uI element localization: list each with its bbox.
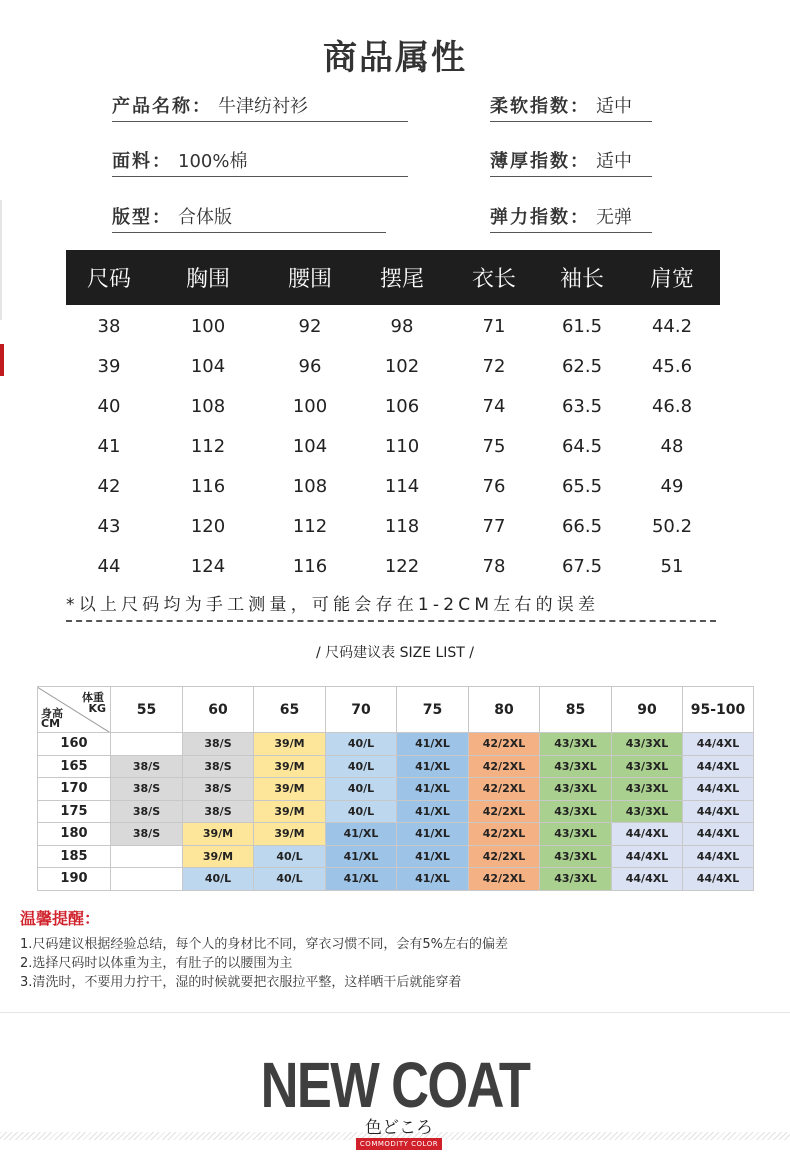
size-suggestion-cell: 42/2XL: [469, 845, 540, 868]
size-suggestion-cell: 41/XL: [326, 868, 397, 891]
height-label: 160: [38, 733, 111, 756]
height-label: 190: [38, 868, 111, 891]
size-suggestion-cell: 41/XL: [397, 845, 469, 868]
height-label: 165: [38, 755, 111, 778]
size-suggestion-cell: 42/2XL: [469, 755, 540, 778]
attr-elasticity-key: 弹力指数：: [490, 207, 590, 228]
size-cell-shoulder: 49: [660, 476, 684, 497]
size-suggestion-cell: 40/L: [326, 755, 397, 778]
corner-weight-label: 体重: [82, 691, 104, 704]
page-title: 商品属性: [323, 38, 467, 78]
size-cell-chest: 100: [190, 316, 226, 337]
size-cell-length: 78: [482, 556, 506, 577]
size-suggestion-cell: 43/3XL: [540, 868, 612, 891]
size-suggestion-cell: 41/XL: [326, 845, 397, 868]
size-cell-chest: 112: [190, 436, 226, 457]
weight-header: 60: [183, 687, 254, 733]
size-cell-sleeve: 64.5: [561, 436, 603, 457]
height-label: 185: [38, 845, 111, 868]
size-suggestion-cell: 39/M: [254, 733, 326, 756]
size-cell-shoulder: 50.2: [651, 516, 693, 537]
size-cell-sleeve: 62.5: [561, 356, 603, 377]
size-cell-waist: 116: [292, 556, 328, 577]
size-list-row: [38, 845, 754, 868]
left-edge-red-accent: [0, 344, 4, 376]
attr-elasticity: [490, 203, 652, 233]
size-suggestion-cell: 43/3XL: [612, 733, 683, 756]
size-header-waist: 腰围: [287, 267, 332, 292]
size-cell-sleeve: 61.5: [561, 316, 603, 337]
attr-softness: [490, 92, 652, 122]
measurement-note: *以上尺码均为手工测量，可能会存在1-2CM左右的误差: [66, 595, 600, 615]
attr-name-key: 产品名称：: [112, 96, 212, 117]
size-suggestion-cell: 44/4XL: [683, 733, 754, 756]
size-suggestion-cell: 43/3XL: [540, 733, 612, 756]
left-edge-accent: [0, 200, 2, 320]
height-label: 175: [38, 800, 111, 823]
size-suggestion-cell: 38/S: [111, 755, 183, 778]
attr-thickness: [490, 147, 652, 177]
weight-header: 80: [469, 687, 540, 733]
weight-header: 55: [111, 687, 183, 733]
brand-jp-tagline: 色どころ: [365, 1118, 433, 1138]
size-suggestion-cell: 41/XL: [397, 800, 469, 823]
size-header-size: 尺码: [86, 267, 131, 292]
size-cell-waist: 92: [298, 316, 322, 337]
size-cell-hem: 118: [384, 516, 420, 537]
size-suggestion-cell: 38/S: [183, 733, 254, 756]
size-header-chest: 胸围: [185, 267, 230, 292]
size-suggestion-cell: 44/4XL: [612, 868, 683, 891]
size-suggestion-cell: 41/XL: [397, 823, 469, 846]
size-cell-sleeve: 65.5: [561, 476, 603, 497]
size-row: [66, 396, 720, 417]
size-cell-hem: 102: [384, 356, 420, 377]
size-suggestion-cell: 38/S: [183, 800, 254, 823]
tips-title: 温馨提醒：: [20, 909, 101, 928]
attr-fabric-value: 100%棉: [178, 151, 248, 172]
size-cell-size: 38: [97, 316, 121, 337]
corner-height-label: 身高: [41, 707, 63, 720]
section-divider: [0, 1012, 790, 1013]
size-suggestion-cell: [111, 733, 183, 756]
attr-softness-key: 柔软指数：: [490, 96, 590, 117]
size-cell-shoulder: 44.2: [651, 316, 693, 337]
size-header-length: 衣长: [471, 267, 516, 292]
size-suggestion-cell: 43/3XL: [540, 778, 612, 801]
size-suggestion-cell: 44/4XL: [612, 845, 683, 868]
size-suggestion-cell: 39/M: [254, 823, 326, 846]
attr-thickness-key: 薄厚指数：: [490, 151, 590, 172]
size-cell-hem: 98: [390, 316, 414, 337]
dashed-divider: [66, 620, 716, 622]
size-recommendation-table: [37, 686, 754, 891]
size-suggestion-cell: 38/S: [111, 823, 183, 846]
size-header-hem: 摆尾: [379, 267, 424, 292]
size-suggestion-cell: 44/4XL: [683, 845, 754, 868]
size-list-header-row: [38, 687, 754, 733]
size-row: [66, 316, 720, 337]
size-suggestion-cell: 40/L: [326, 733, 397, 756]
attr-fit-key: 版型：: [112, 207, 172, 228]
size-suggestion-cell: 41/XL: [397, 733, 469, 756]
size-row: [66, 476, 720, 497]
size-list-row: [38, 755, 754, 778]
size-suggestion-cell: 42/2XL: [469, 778, 540, 801]
attr-thickness-value: 适中: [596, 151, 632, 172]
size-cell-size: 42: [97, 476, 121, 497]
size-suggestion-cell: 44/4XL: [683, 800, 754, 823]
size-cell-chest: 116: [190, 476, 226, 497]
corner-cm-label: CM: [41, 717, 61, 730]
size-suggestion-cell: 41/XL: [397, 755, 469, 778]
size-suggestion-cell: 44/4XL: [612, 823, 683, 846]
size-cell-hem: 122: [384, 556, 420, 577]
size-suggestion-cell: 44/4XL: [683, 755, 754, 778]
size-row: [66, 516, 720, 537]
size-cell-hem: 110: [384, 436, 420, 457]
size-suggestion-cell: 40/L: [183, 868, 254, 891]
attr-name: [112, 92, 408, 122]
size-list-row: [38, 868, 754, 891]
corner-kg-label: KG: [88, 702, 106, 715]
size-suggestion-cell: 39/M: [183, 845, 254, 868]
size-cell-chest: 124: [190, 556, 226, 577]
size-table-header: [66, 250, 720, 305]
size-suggestion-cell: 41/XL: [397, 778, 469, 801]
size-suggestion-cell: 38/S: [111, 778, 183, 801]
size-cell-length: 77: [482, 516, 506, 537]
size-suggestion-cell: 41/XL: [326, 823, 397, 846]
size-suggestion-cell: 44/4XL: [683, 823, 754, 846]
size-suggestion-cell: 43/3XL: [540, 755, 612, 778]
size-list-row: [38, 800, 754, 823]
size-cell-waist: 104: [292, 436, 328, 457]
weight-header: 85: [540, 687, 612, 733]
size-cell-waist: 112: [292, 516, 328, 537]
size-suggestion-cell: 42/2XL: [469, 800, 540, 823]
attr-fabric-key: 面料：: [112, 151, 172, 172]
size-cell-shoulder: 45.6: [651, 356, 693, 377]
size-suggestion-cell: 42/2XL: [469, 823, 540, 846]
size-list-row: [38, 778, 754, 801]
weight-header: 65: [254, 687, 326, 733]
size-row: [66, 356, 720, 377]
weight-header: 90: [612, 687, 683, 733]
size-suggestion-cell: 38/S: [183, 778, 254, 801]
size-list-row: [38, 823, 754, 846]
size-suggestion-cell: 43/3XL: [612, 755, 683, 778]
attr-name-value: 牛津纺衬衫: [218, 96, 308, 117]
size-cell-hem: 114: [384, 476, 420, 497]
size-suggestion-cell: 40/L: [326, 778, 397, 801]
brand-sub-label: COMMODITY COLOR: [356, 1138, 442, 1150]
size-header-shoulder: 肩宽: [649, 267, 694, 292]
size-suggestion-cell: 43/3XL: [612, 778, 683, 801]
size-cell-size: 44: [97, 556, 121, 577]
size-cell-size: 41: [97, 436, 121, 457]
height-label: 170: [38, 778, 111, 801]
size-cell-chest: 120: [190, 516, 226, 537]
size-cell-waist: 108: [292, 476, 328, 497]
attr-fit: [112, 203, 386, 233]
size-suggestion-cell: 38/S: [183, 755, 254, 778]
size-list-corner: [38, 687, 111, 733]
size-row: [66, 436, 720, 457]
attr-elasticity-value: 无弹: [596, 207, 632, 228]
size-list-title: / 尺码建议表 SIZE LIST /: [315, 645, 475, 661]
size-suggestion-cell: 41/XL: [397, 868, 469, 891]
height-label: 180: [38, 823, 111, 846]
size-suggestion-cell: 44/4XL: [683, 868, 754, 891]
weight-header: 75: [397, 687, 469, 733]
size-cell-shoulder: 48: [660, 436, 684, 457]
size-suggestion-cell: 39/M: [254, 800, 326, 823]
size-suggestion-cell: 38/S: [111, 800, 183, 823]
tip-item-2: 2.选择尺码时以体重为主，有肚子的以腰围为主: [20, 956, 293, 971]
size-suggestion-cell: 39/M: [254, 755, 326, 778]
size-suggestion-cell: [111, 845, 183, 868]
size-suggestion-cell: 39/M: [254, 778, 326, 801]
size-cell-size: 43: [97, 516, 121, 537]
size-suggestion-cell: 40/L: [254, 868, 326, 891]
weight-header: 70: [326, 687, 397, 733]
size-cell-chest: 104: [190, 356, 226, 377]
size-cell-length: 75: [482, 436, 506, 457]
size-cell-length: 71: [482, 316, 506, 337]
size-cell-size: 39: [97, 356, 121, 377]
tip-item-1: 1.尺码建议根据经验总结，每个人的身材比不同，穿衣习惯不同，会有5%左右的偏差: [20, 937, 509, 952]
attr-softness-value: 适中: [596, 96, 632, 117]
attr-fabric: [112, 147, 408, 177]
size-cell-sleeve: 66.5: [561, 516, 603, 537]
size-suggestion-cell: 43/3XL: [540, 845, 612, 868]
size-cell-chest: 108: [190, 396, 226, 417]
size-cell-hem: 106: [384, 396, 420, 417]
weight-header: 95-100: [683, 687, 754, 733]
size-suggestion-cell: 40/L: [326, 800, 397, 823]
size-cell-length: 72: [482, 356, 506, 377]
size-cell-length: 76: [482, 476, 506, 497]
size-suggestion-cell: 43/3XL: [540, 823, 612, 846]
size-cell-sleeve: 67.5: [561, 556, 603, 577]
size-suggestion-cell: 40/L: [254, 845, 326, 868]
tip-item-3: 3.清洗时，不要用力拧干，湿的时候就要把衣服拉平整，这样晒干后就能穿着: [20, 975, 462, 990]
size-cell-sleeve: 63.5: [561, 396, 603, 417]
size-list-row: [38, 733, 754, 756]
size-suggestion-cell: 39/M: [183, 823, 254, 846]
size-suggestion-cell: 43/3XL: [540, 800, 612, 823]
size-cell-length: 74: [482, 396, 506, 417]
size-suggestion-cell: 44/4XL: [683, 778, 754, 801]
size-suggestion-cell: 42/2XL: [469, 733, 540, 756]
size-suggestion-cell: 42/2XL: [469, 868, 540, 891]
size-header-sleeve: 袖长: [559, 267, 604, 292]
size-cell-waist: 100: [292, 396, 328, 417]
size-cell-size: 40: [97, 396, 121, 417]
attr-fit-value: 合体版: [178, 207, 232, 228]
size-suggestion-cell: 43/3XL: [612, 800, 683, 823]
size-cell-shoulder: 51: [660, 556, 684, 577]
size-row: [66, 556, 720, 577]
size-cell-waist: 96: [298, 356, 322, 377]
brand-headline: NEW COAT: [260, 1049, 530, 1121]
size-suggestion-cell: [111, 868, 183, 891]
size-cell-shoulder: 46.8: [651, 396, 693, 417]
